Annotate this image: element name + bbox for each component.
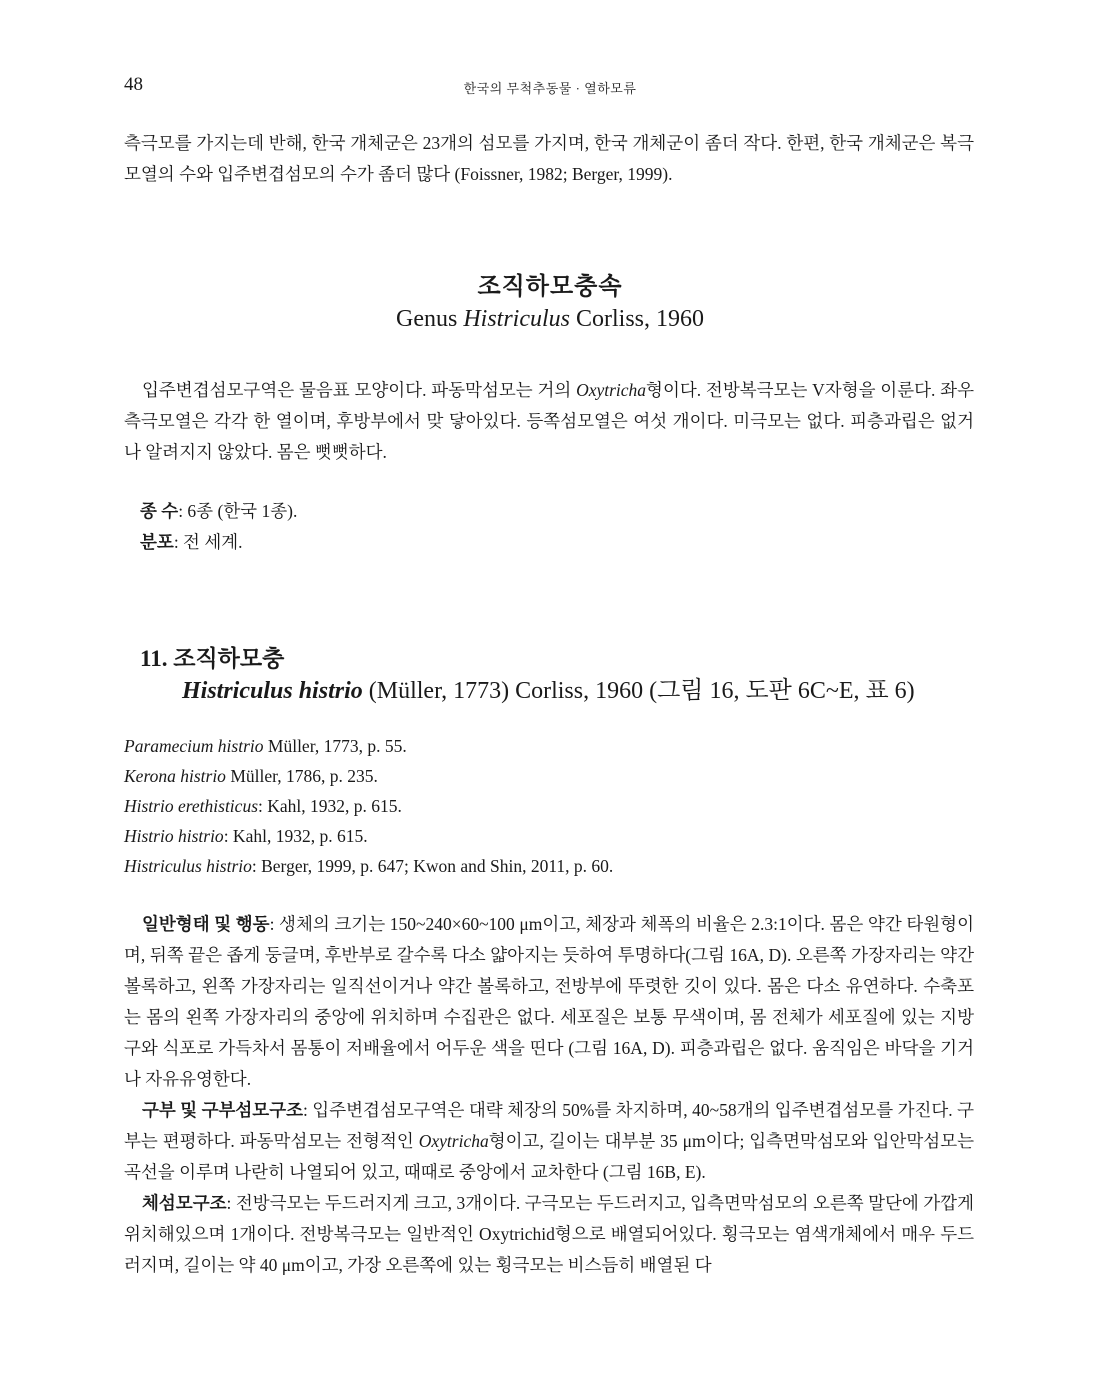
page-number: 48 xyxy=(124,74,143,95)
morphology-label: 일반형태 및 행동 xyxy=(142,914,270,934)
intro-text: 측극모를 가지는데 반해, 한국 개체군은 23개의 섬모를 가지며, 한국 개체군이 좀더 작다. 한편, 한국 개체군은 복극모열의 수와 입주변겹섬모의 수가 좀더 많다 (Foissner, 1982; Berger, 1999). xyxy=(124,133,974,184)
synonym-rest: Müller, 1786, p. 235. xyxy=(225,766,378,786)
genus-facts xyxy=(140,496,297,558)
genus-desc-italic: Oxytricha xyxy=(576,380,647,400)
synonym-item xyxy=(124,851,613,881)
somatic-label: 체섬모구조 xyxy=(142,1193,227,1213)
synonym-item xyxy=(124,761,613,791)
genus-desc-part2: 형이다. 전방복극모는 V자형을 이룬다. 좌우측극모열은 각각 한 열이며, 후방부에서 맞 닿아있다. 등쪽섬모열은 여섯 개이다. 미극모는 없다. 피층과립은 없거나 알려지지 않았다. 몸은 뻣뻣하다. xyxy=(124,380,974,462)
distribution-value: : 전 세계. xyxy=(173,532,243,552)
species-count-line xyxy=(140,496,297,527)
synonym-rest: : Kahl, 1932, p. 615. xyxy=(258,796,402,816)
genus-sub-prefix: Genus xyxy=(395,306,464,332)
somatic-paragraph xyxy=(124,1188,974,1281)
species-name-line xyxy=(182,670,915,705)
genus-subtitle xyxy=(0,306,1100,333)
genus-title: 조직하모충속 xyxy=(477,274,623,300)
synonym-item xyxy=(124,821,613,851)
synonym-italic: Histrio erethisticus xyxy=(124,796,259,816)
synonym-italic: Paramecium histrio xyxy=(124,736,264,756)
genus-desc-text xyxy=(124,375,974,468)
species-name-italic: Histriculus histrio xyxy=(182,678,363,704)
synonym-rest: Müller, 1773, p. 55. xyxy=(263,736,407,756)
synonym-italic: Histriculus histrio xyxy=(124,856,252,876)
oral-label: 구부 및 구부섬모구조 xyxy=(142,1100,304,1120)
synonym-list xyxy=(124,731,613,881)
intro-paragraph xyxy=(124,128,974,190)
morphology-paragraph xyxy=(124,909,974,1095)
synonym-rest: : Kahl, 1932, p. 615. xyxy=(223,826,368,846)
genus-sub-italic: Histriculus xyxy=(463,306,570,332)
distribution-label: 분포 xyxy=(140,532,174,552)
running-title: 한국의 무척추동물 · 열하모류 xyxy=(463,81,637,96)
oral-text-2: 형이고, 길이는 대부분 35 μm이다; 입측면막섬모와 입안막섬모는 곡선을 이루며 나란히 나열되어 있고, 때때로 중앙에서 교차한다 (그림 16B, E). xyxy=(124,1131,975,1182)
species-name-rest: (Müller, 1773) Corliss, 1960 (그림 16, 도판 6C~E, 표 6) xyxy=(362,678,915,704)
synonym-item xyxy=(124,731,613,761)
oral-italic: Oxytricha xyxy=(418,1131,489,1151)
genus-description xyxy=(124,375,974,468)
oral-text-1: : 입주변겹섬모구역은 대략 체장의 50%를 차지하며, 40~58개의 입주변겹섬모를 가진다. 구부는 편평하다. 파동막섬모는 전형적인 xyxy=(124,1100,974,1151)
synonym-italic: Kerona histrio xyxy=(124,766,226,786)
synonym-item xyxy=(124,791,613,821)
genus-sub-suffix: Corliss, 1960 xyxy=(570,306,705,332)
distribution-line xyxy=(140,527,297,558)
species-count-value: : 6종 (한국 1종). xyxy=(178,501,298,521)
species-count-label: 종 수 xyxy=(140,501,179,521)
oral-paragraph xyxy=(124,1095,974,1188)
species-description xyxy=(124,909,974,1281)
species-heading: 11. 조직하모충 xyxy=(140,646,285,671)
somatic-text: : 전방극모는 두드러지게 크고, 3개이다. 구극모는 두드러지고, 입측면막섬모의 오른쪽 말단에 가깝게 위치해있으며 1개이다. 전방복극모는 일반적인 Oxytrichid형으로 배열되어있다. 횡극모는 염색개체에서 매우 두드러지며, 길이는 약 40 μm이고, 가장 오른쪽에 있는 횡극모는 비스듬히 배열된 다 xyxy=(124,1193,974,1275)
morphology-text: : 생체의 크기는 150~240×60~100 μm이고, 체장과 체폭의 비율은 2.3:1이다. 몸은 약간 타원형이며, 뒤쪽 끝은 좁게 둥글며, 후반부로 갈수록 다소 얇아지는 듯하여 투명하다(그림 16A, D). 오른쪽 가장자리는 약간 볼록하고, 왼쪽 가장자리는 일직선이거나 약간 볼록하고, 전방부에 뚜렷한 깃이 있다. 몸은 다소 유연하다. 수축포는 몸의 왼쪽 가장자리의 중앙에 위치하며 수집관은 없다. 세포질은 보통 무색이며, 몸 전체가 세포질에 있는 지방구와 식포로 가득차서 몸통이 저배율에서 어두운 색을 띤다 (그림 16A, D). 피층과립은 없다. 움직임은 바닥을 기거나 자유유영한다. xyxy=(124,914,974,1089)
genus-desc-part1: 입주변겹섬모구역은 물음표 모양이다. 파동막섬모는 거의 xyxy=(142,380,577,400)
synonym-italic: Histrio histrio xyxy=(124,826,224,846)
synonym-rest: : Berger, 1999, p. 647; Kwon and Shin, 2011, p. 60. xyxy=(251,856,614,876)
